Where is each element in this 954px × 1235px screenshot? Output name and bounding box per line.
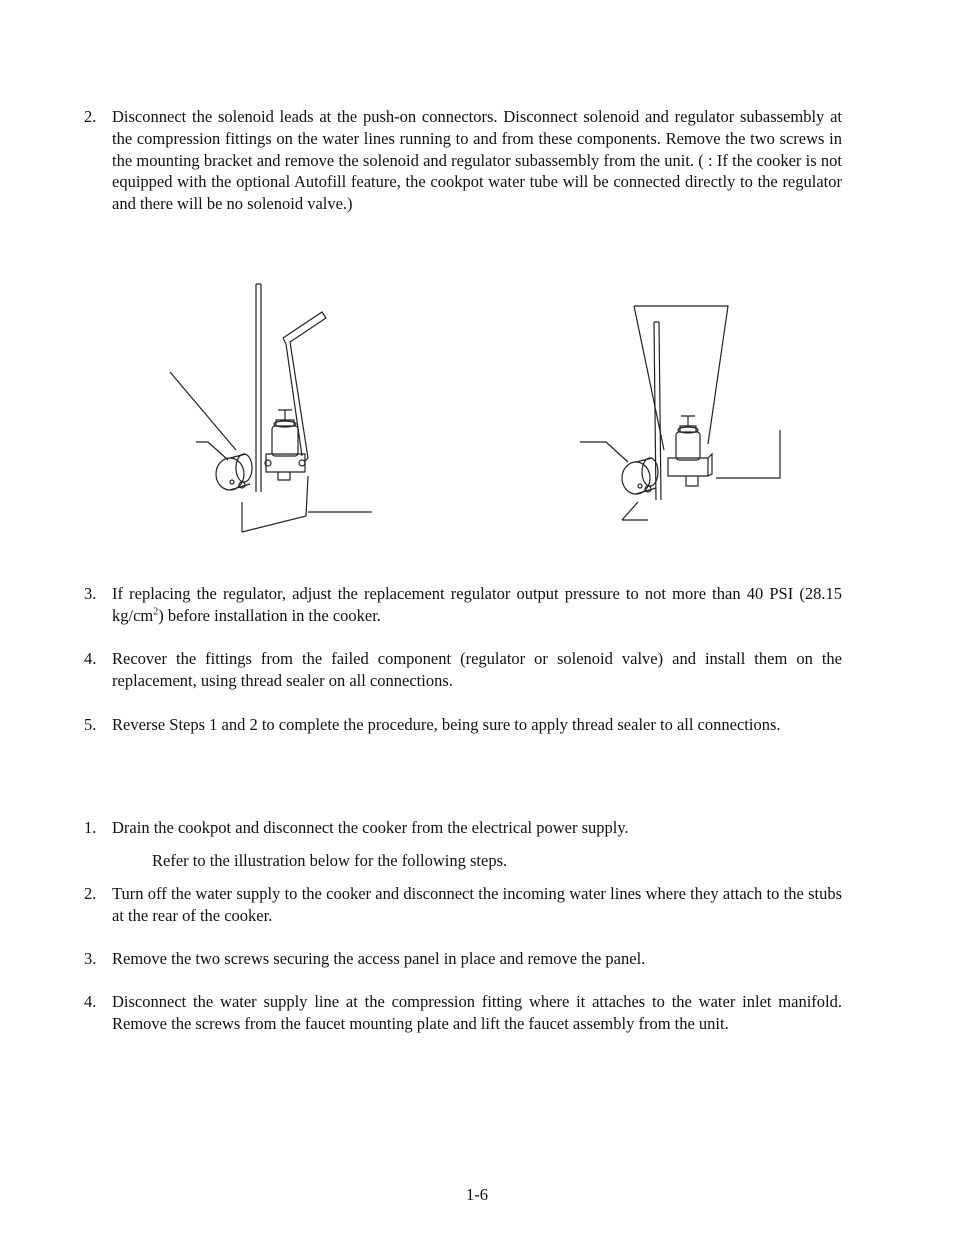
step-b-4: [84, 991, 842, 1035]
step-b-2: [84, 883, 842, 927]
step-a-4: [84, 648, 842, 692]
step-text: Drain the cookpot and disconnect the cooker from the electrical power supply.: [112, 818, 629, 837]
step-text-post: ) before installation in the cooker.: [158, 605, 381, 625]
right-assembly-drawing: [580, 306, 780, 520]
step-text: Turn off the water supply to the cooker and disconnect the incoming water lines where they attach to the stubs at the rear of the cooker.: [112, 884, 842, 925]
step-text: Recover the fittings from the failed component (regulator or solenoid valve) and install them on the replacement, using thread sealer on all connections.: [112, 649, 842, 690]
step-text-pre: If replacing the regulator, adjust the replacement regulator output pressure to not more than 40 PSI (28.15 kg/cm: [112, 584, 842, 625]
step-text: Reverse Steps 1 and 2 to complete the procedure, being sure to apply thread sealer to all connections.: [112, 715, 781, 734]
step-number: 2.: [84, 107, 97, 126]
step-number: 3.: [84, 584, 97, 603]
step-number: 3.: [84, 949, 97, 968]
step-b-3: [84, 948, 842, 970]
superscript: 2: [153, 606, 159, 618]
illustration-note: Refer to the illustration below for the following steps.: [152, 851, 508, 870]
step-text: Disconnect the water supply line at the compression fitting where it attaches to the water inlet manifold. Remove the screws from the faucet mounting plate and lift the faucet assembly from the unit.: [112, 992, 842, 1033]
page-number: 1-6: [466, 1185, 488, 1204]
step-text: Remove the two screws securing the access panel in place and remove the panel.: [112, 949, 646, 968]
step-number: 4.: [84, 649, 97, 668]
step-text: Disconnect the solenoid leads at the push-on connectors. Disconnect solenoid and regulator subassembly at the compression fittings on the water lines running to and from these components. Remove the two screws in the mounting bracket and remove the solenoid and regulator subassembly from the unit. ( : If the cooker is not equipped with the optional Autofill feature, the cookpot water tube will be connected directly to the regulator and there will be no solenoid valve.): [112, 107, 842, 214]
step-a-5: [84, 714, 842, 736]
step-number: 4.: [84, 992, 97, 1011]
step-a-3: [84, 583, 842, 627]
step-a-2: [84, 106, 842, 215]
step-b-1: [84, 817, 842, 839]
regulator-solenoid-illustration: [0, 270, 954, 550]
step-number: 2.: [84, 884, 97, 903]
step-text: [112, 583, 842, 627]
left-assembly-drawing: [170, 284, 372, 532]
step-number: 1.: [84, 818, 97, 837]
step-number: 5.: [84, 715, 97, 734]
